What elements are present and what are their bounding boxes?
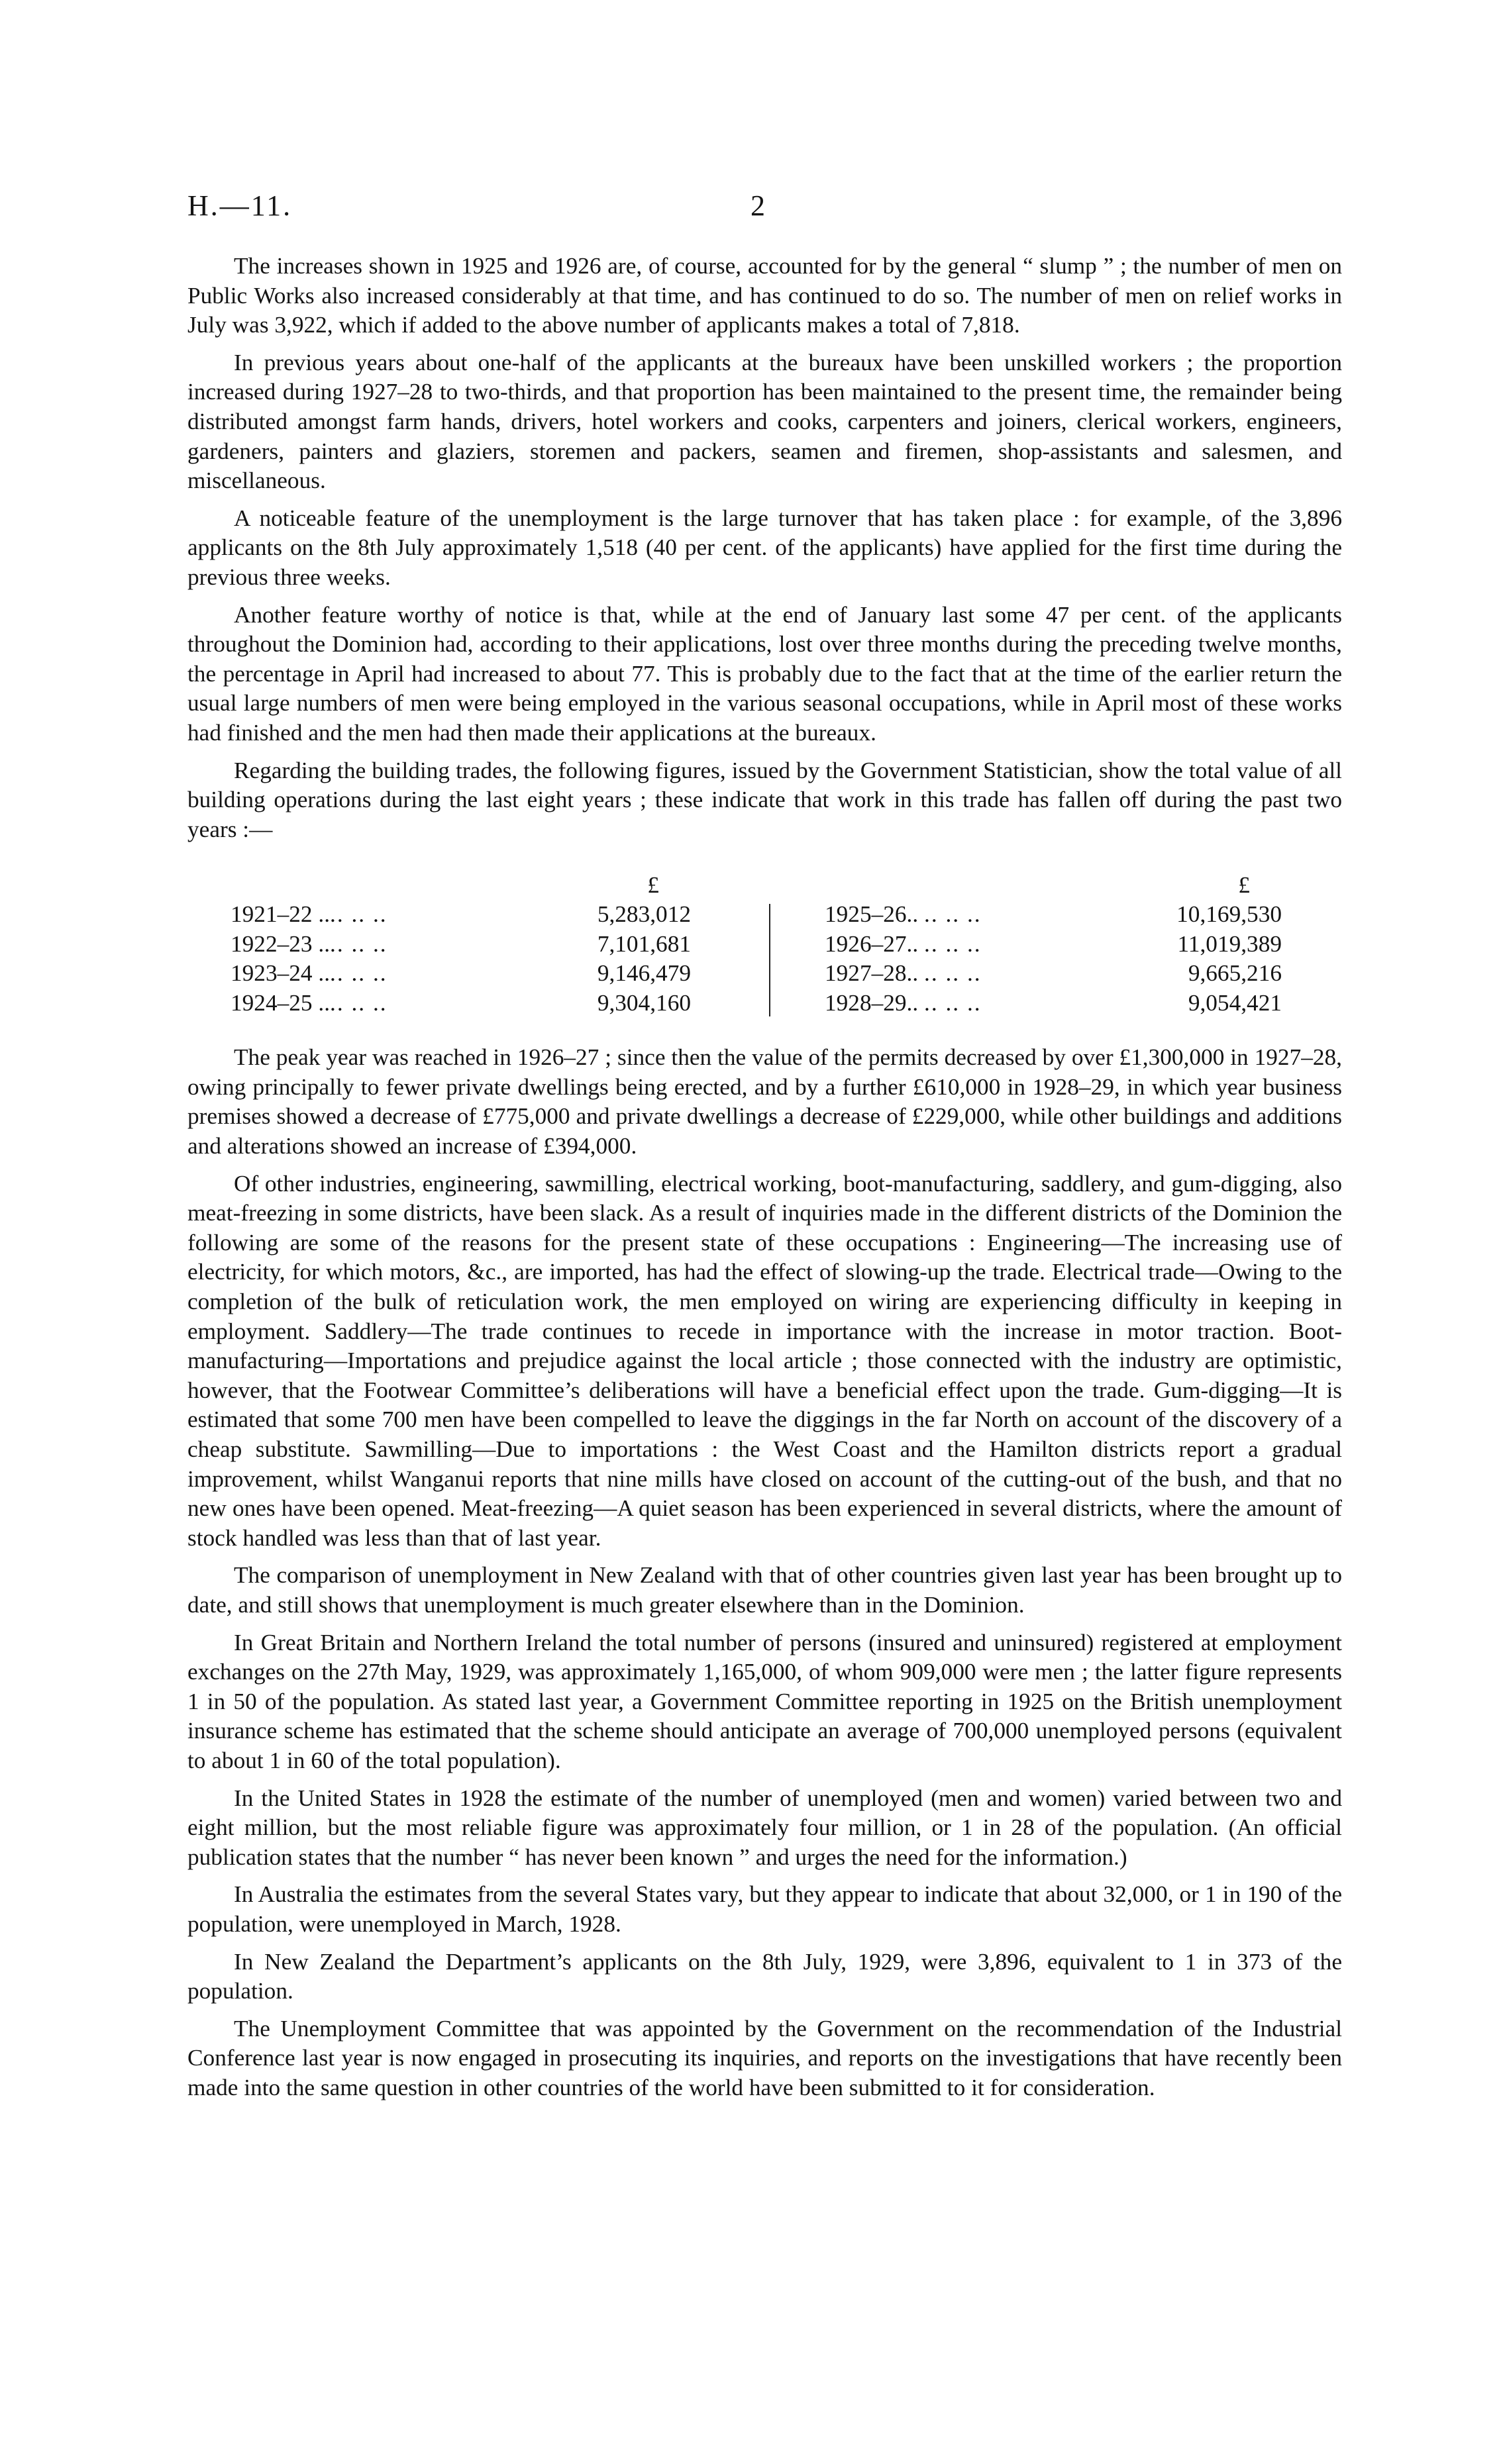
paragraph-other-industries: Of other industries, engineering, sawmilling, electrical working, boot-manufacturing, saddlery, and gum-digging, also meat-freezing in some districts, have been slack. As a result of inquiries made in the different districts of the Dominion the following are some of the reasons for the present state of these occupations : Engineering—The increasing use of electricity, for which motors, &c., are imported, has had the effect of slowing-up the trade. Electrical trade—Owing to the completion of the bulk of reticulation work, the men employed on wiring are experiencing difficulty in keeping in employment. Saddlery—The trade continues to recede in importance with the increase in motor traction. Boot-manufacturing—Importations and prejudice against the local article ; those connected with the industry are optimistic, however, that the Footwear Committee’s deliberations will have a beneficial effect upon the trade. Gum-digging—It is estimated that some 700 men have been compelled to leave the diggings in the far North on account of the discovery of a cheap substitute. Sawmilling—Due to importations : the West Coast and the Hamilton districts report a gradual improvement, whilst Wanganui reports that nine mills have closed on account of the cutting-out of the bush, and that no new ones have been opened. Meat-freezing—A quiet season has been experienced in several districts, where the amount of stock handled was less than that of last year. (187, 1170, 1342, 1551)
document-body (187, 252, 1342, 2110)
unit-label: £ (647, 872, 659, 899)
document-reference: H.—11. (187, 189, 293, 222)
table-row (825, 959, 1282, 989)
year-cell: 1921–22 .. (231, 901, 331, 928)
table-column-right (825, 871, 1282, 1018)
value-cell: 9,054,421 (1188, 989, 1282, 1016)
value-cell: 5,283,012 (597, 901, 691, 928)
year-cell: 1922–23 .. (231, 930, 331, 957)
leader-dots: .. .. .. (330, 930, 388, 957)
table-row (825, 900, 1282, 930)
leader-dots: .. .. .. (330, 901, 388, 928)
paragraph-new-zealand: In New Zealand the Department’s applicants on the 8th July, 1929, were 3,896, equivalent to 1 in 373 of the population. (187, 1948, 1342, 2004)
year-cell: 1925–26.. (825, 901, 919, 928)
page-header (187, 189, 1314, 228)
leader-dots: .. .. .. (924, 901, 982, 928)
value-cell: 10,169,530 (1176, 901, 1282, 928)
value-cell: 9,304,160 (597, 989, 691, 1016)
table-row (231, 989, 691, 1018)
leader-dots: .. .. .. (330, 960, 388, 987)
leader-dots: .. .. .. (924, 960, 982, 987)
table-row (825, 989, 1282, 1018)
year-cell: 1926–27.. (825, 930, 919, 957)
paragraph-turnover: A noticeable feature of the unemployment is the large turnover that has taken place : for example, of the 3,896 applicants on the 8th July approximately 1,518 (40 per cent. of the applicants) have applied for the first time during the previous three weeks. (187, 505, 1342, 590)
paragraph-seasonal: Another feature worthy of notice is that, while at the end of January last some 47 per cent. of the applicants throughout the Dominion had, according to their applications, lost over three months during the preceding twelve months, the percentage in April had increased to about 77. This is probably due to the fact that at the time of the earlier return the usual large numbers of men were being employed in the various seasonal occupations, while in April most of these works had finished and the men had then made their applications at the bureaux. (187, 601, 1342, 746)
leader-dots: .. .. .. (924, 930, 982, 957)
table-row (231, 900, 691, 930)
table-row (231, 930, 691, 960)
paragraph-australia: In Australia the estimates from the several States vary, but they appear to indicate that about 32,000, or 1 in 190 of the population, were unemployed in March, 1928. (187, 1881, 1342, 1937)
table-row (231, 959, 691, 989)
column-divider (769, 904, 770, 1016)
building-values-table (187, 871, 1342, 1020)
year-cell: 1924–25 .. (231, 989, 331, 1016)
page-number: 2 (751, 189, 765, 222)
paragraph-great-britain: In Great Britain and Northern Ireland the total number of persons (insured and uninsured) registered at employment exchanges on the 27th May, 1929, was approximately 1,165,000, of whom 909,000 were men ; the latter figure represents 1 in 50 of the population. As stated last year, a Government Committee reporting in 1925 on the British unemployment insurance scheme has estimated that the scheme should anticipate an average of 700,000 unemployed persons (equivalent to about 1 in 60 of the total population). (187, 1629, 1342, 1773)
unit-label: £ (1238, 872, 1250, 899)
paragraph-committee: The Unemployment Committee that was appointed by the Government on the recommendation of the Industrial Conference last year is now engaged in prosecuting its inquiries, and reports on the investigations that have recently been made into the same question in other countries of the world have been submitted to it for consideration. (187, 2015, 1342, 2100)
table-column-left (231, 871, 691, 1018)
value-cell: 7,101,681 (597, 930, 691, 957)
table-row (825, 930, 1282, 960)
paragraph-comparison: The comparison of unemployment in New Zealand with that of other countries given last year has been brought up to date, and still shows that unemployment is much greater elsewhere than in the Dominion. (187, 1562, 1342, 1618)
leader-dots: .. .. .. (924, 989, 982, 1016)
year-cell: 1928–29.. (825, 989, 919, 1016)
paragraph-peak-year: The peak year was reached in 1926–27 ; since then the value of the permits decreased by over £1,300,000 in 1927–28, owing principally to fewer private dwellings being erected, and by a further £610,000 in 1928–29, in which year business premises showed a decrease of £775,000 and private dwellings a decrease of £229,000, while other buildings and additions and alterations showed an increase of £394,000. (187, 1044, 1342, 1159)
paragraph-unskilled-workers: In previous years about one-half of the applicants at the bureaux have been unskilled workers ; the proportion increased during 1927–28 to two-thirds, and that proportion has been maintained to the present time, the remainder being distributed amongst farm hands, drivers, hotel workers and cooks, carpenters and joiners, clerical workers, engineers, gardeners, painters and glaziers, storemen and packers, seamen and firemen, shop-assistants and salesmen, and miscellaneous. (187, 349, 1342, 494)
value-cell: 11,019,389 (1177, 930, 1282, 957)
leader-dots: .. .. .. (330, 989, 388, 1016)
paragraph-united-states: In the United States in 1928 the estimate of the number of unemployed (men and women) varied between two and eight million, but the most reliable figure was approximately four million, or 1 in 28 of the population. (An official publication states that the number “ has never been known ” and urges the need for the information.) (187, 1785, 1342, 1870)
paragraph-slump: The increases shown in 1925 and 1926 are, of course, accounted for by the general “ slump ” ; the number of men on Public Works also increased considerably at that time, and has continued to do so. The number of men on relief works in July was 3,922, which if added to the above number of applicants makes a total of 7,818. (187, 253, 1342, 338)
value-cell: 9,665,216 (1188, 960, 1282, 987)
year-cell: 1923–24 .. (231, 960, 331, 987)
year-cell: 1927–28.. (825, 960, 919, 987)
value-cell: 9,146,479 (597, 960, 691, 987)
paragraph-building-trades: Regarding the building trades, the following figures, issued by the Government Statistician, show the total value of all building operations during the last eight years ; these indicate that work in this trade has fallen off during the past two years :— (187, 757, 1342, 842)
